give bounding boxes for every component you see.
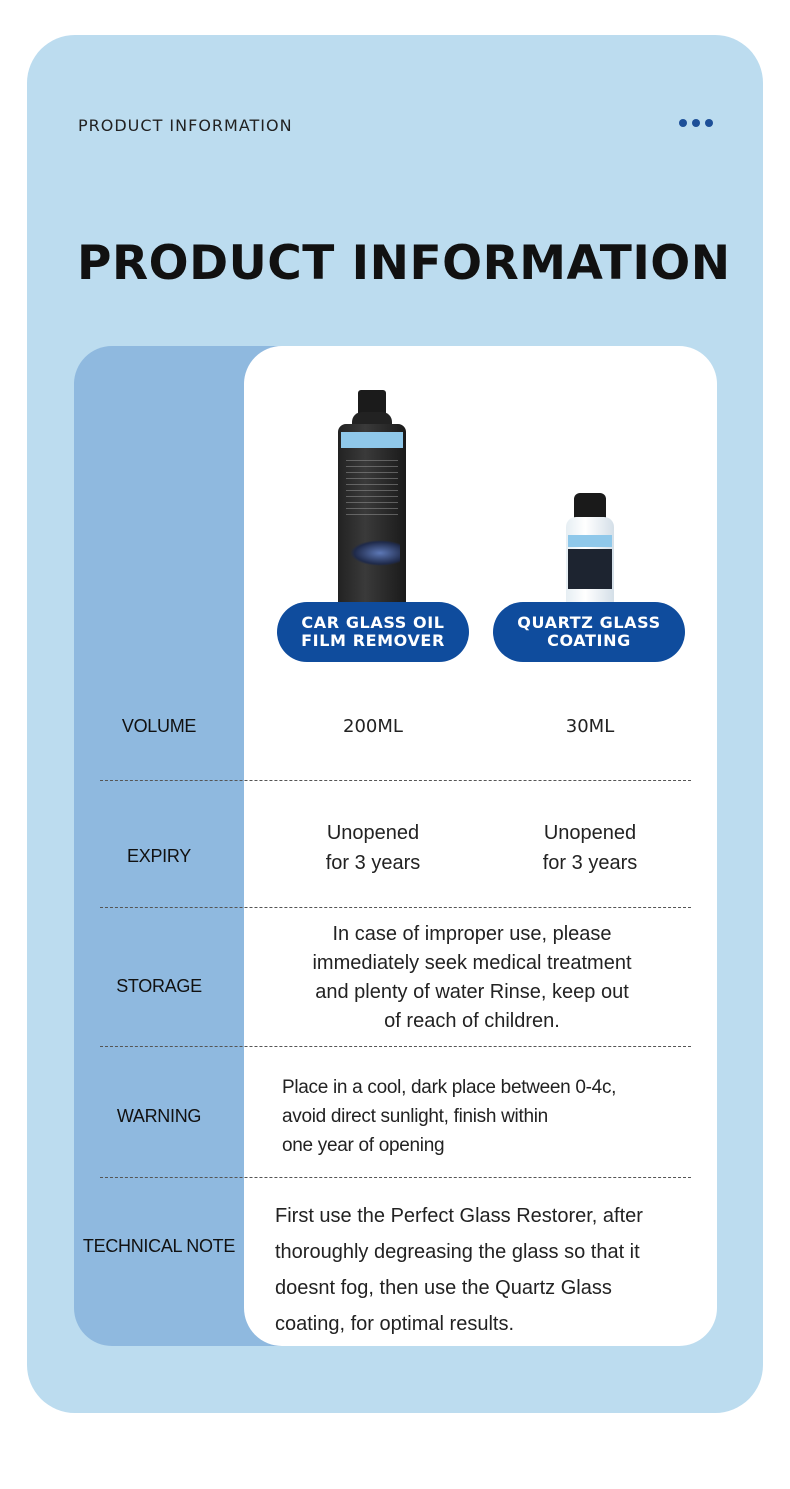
technical-note-text [275, 1198, 695, 1342]
volume-value-2: 30ML [565, 716, 615, 737]
text-line: coating, for optimal results. [275, 1313, 514, 1335]
text-line: In case of improper use, please [332, 923, 612, 945]
quartz-coating-bottle-image [566, 493, 614, 611]
row-divider [100, 907, 691, 908]
text-line: Place in a cool, dark place between 0-4c, [282, 1077, 617, 1098]
text-line: Unopened [543, 822, 637, 844]
expiry-value-2 [490, 818, 690, 878]
row-divider [100, 1046, 691, 1047]
product-pill-oil-film-remover [277, 602, 469, 662]
product-name-line: FILM REMOVER [301, 631, 445, 650]
storage-text [264, 920, 680, 1036]
warning-text [282, 1073, 692, 1160]
volume-value-1: 200ML [343, 716, 403, 737]
text-line: Unopened [326, 822, 420, 844]
expiry-value-1 [273, 818, 473, 878]
row-divider [100, 780, 691, 781]
oil-film-remover-bottle-image [338, 390, 406, 612]
page-title: PRODUCT INFORMATION [77, 236, 731, 291]
text-line: First use the Perfect Glass Restorer, after [275, 1205, 643, 1227]
product-pill-quartz-coating [493, 602, 685, 662]
text-line: doesnt fog, then use the Quartz Glass [275, 1277, 612, 1299]
text-line: for 3 years [542, 852, 638, 874]
row-label-warning: WARNING [116, 1106, 202, 1126]
row-label-volume: VOLUME [121, 716, 197, 736]
text-line: for 3 years [325, 852, 421, 874]
row-divider [100, 1177, 691, 1178]
more-dots-icon[interactable] [679, 119, 713, 127]
text-line: one year of opening [282, 1135, 445, 1156]
text-line: and plenty of water Rinse, keep out [315, 981, 629, 1003]
row-label-expiry: EXPIRY [127, 846, 191, 866]
product-name-line: COATING [547, 631, 631, 650]
text-line: thoroughly degreasing the glass so that it [275, 1241, 640, 1263]
row-label-storage: STORAGE [116, 976, 202, 996]
text-line: immediately seek medical treatment [312, 952, 632, 974]
product-name-line: QUARTZ GLASS [517, 613, 661, 632]
row-label-technical-note: TECHNICAL NOTE [82, 1236, 236, 1256]
text-line: of reach of children. [384, 1010, 560, 1032]
product-name-line: CAR GLASS OIL [301, 613, 445, 632]
section-label: PRODUCT INFORMATION [78, 116, 293, 135]
text-line: avoid direct sunlight, finish within [282, 1106, 548, 1127]
